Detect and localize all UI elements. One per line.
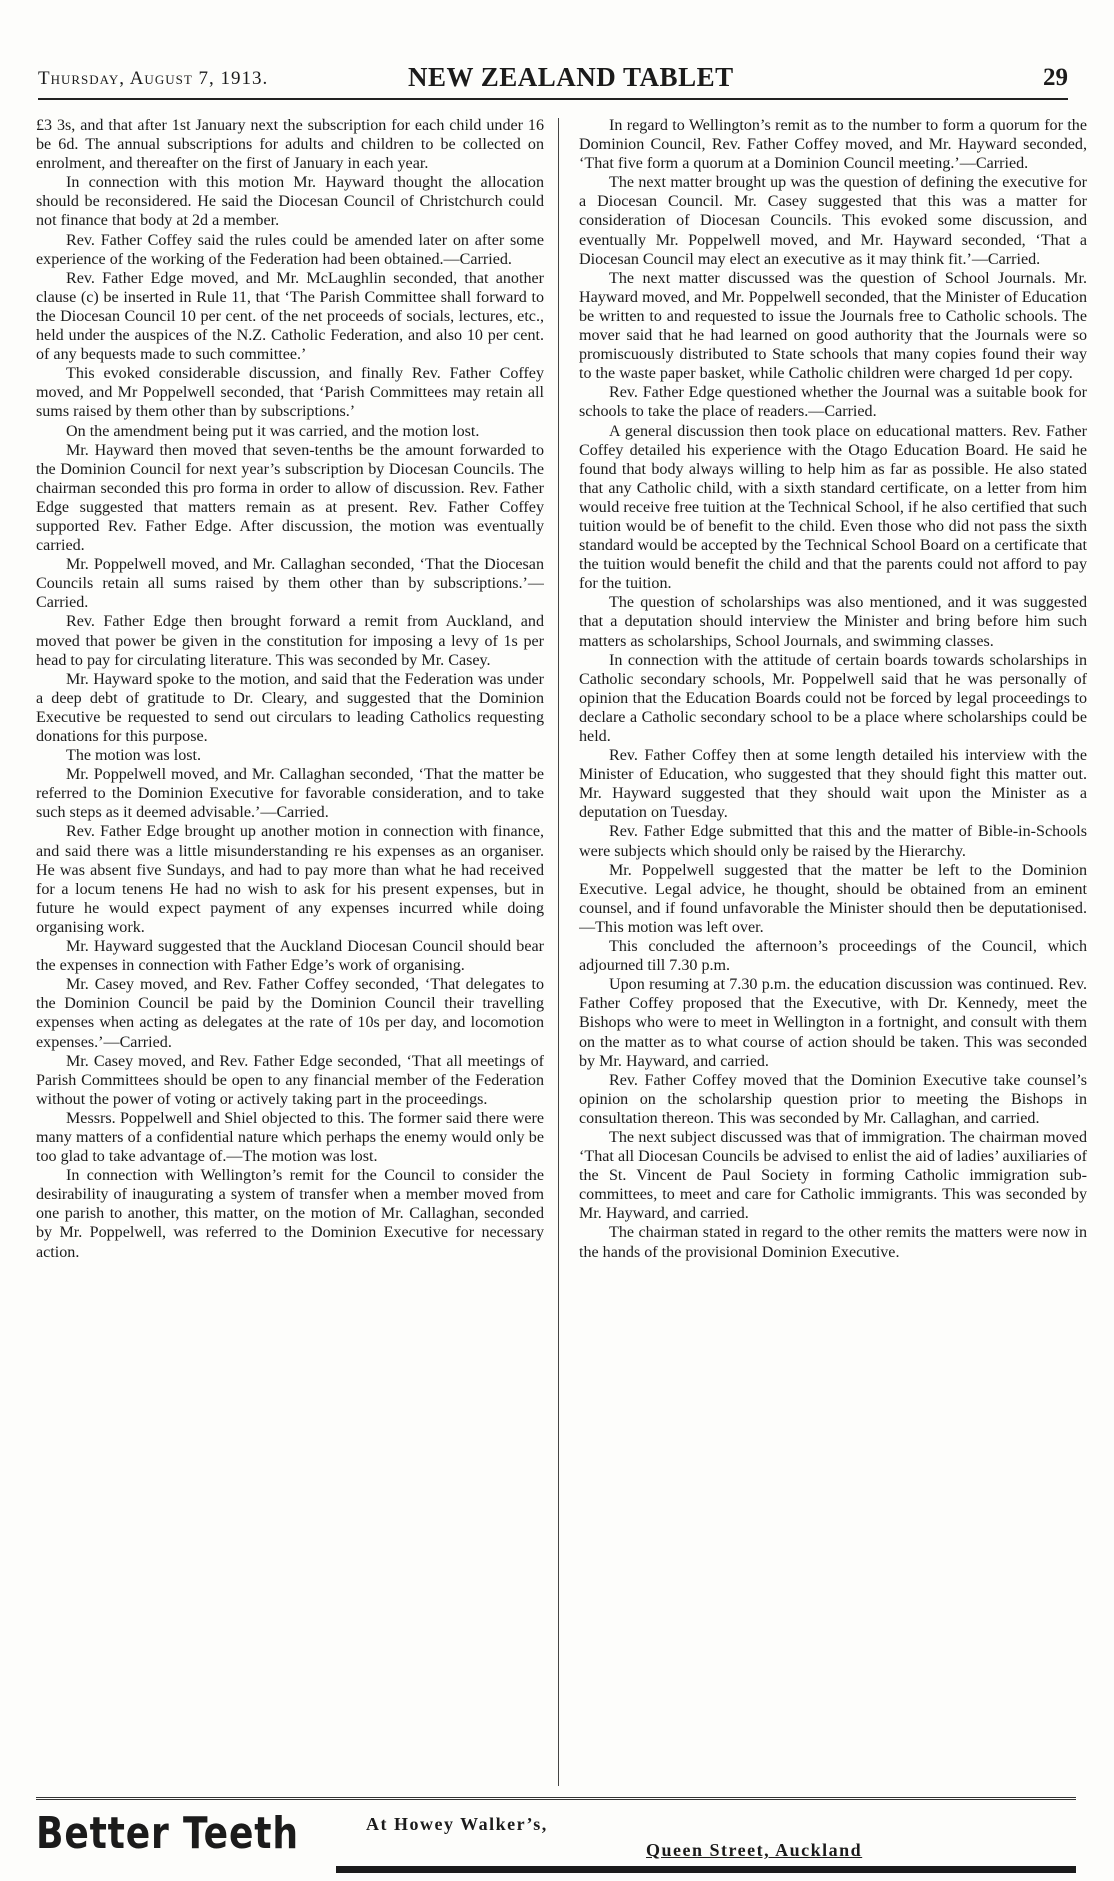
article-paragraph: Mr. Poppelwell moved, and Mr. Callaghan seconded, ‘That the matter be referred to the Dominion Executive for favorable consideration, and to take such steps as it deemed advisable.’—Carried. [36, 766, 544, 822]
ad-bar [336, 1866, 1076, 1873]
article-paragraph: Rev. Father Edge submitted that this and the matter of Bible-in-Schools were subjects which should only be raised by the Hierarchy. [579, 823, 1087, 860]
article-paragraph: This concluded the afternoon’s proceedings of the Council, which adjourned till 7.30 p.m. [579, 938, 1087, 975]
page-header [38, 62, 1068, 102]
publication-title: NEW ZEALAND TABLET [408, 62, 734, 92]
article-paragraph: Rev. Father Edge then brought forward a remit from Auckland, and moved that power be given in the constitution for imposing a levy of 1s per head to pay for circulating literature. This was seconded by Mr. Casey. [36, 613, 544, 669]
left-column [36, 116, 544, 1784]
right-column [579, 116, 1087, 1784]
article-paragraph: In connection with the attitude of certain boards towards scholarships in Catholic secondary schools, Mr. Poppelwell said that he was personally of opinion that the Education Boards could not be forced by legal proceedings to declare a Catholic secondary school to be a place where scholarships could be held. [579, 651, 1087, 745]
article-paragraph: A general discussion then took place on educational matters. Rev. Father Coffey detailed his experience with the Otago Education Board. He said he found that body always willing to help him as far as possible. He also stated that any Catholic child, with a sixth standard certificate, on a letter from him would receive free tuition at the Technical School, if he also certified that such tuition would be of benefit to the child. Even those who did not pass the sixth standard would be accepted by the Technical School Board on a certificate that the tuition would benefit the child and that the parents could not afford to pay for the tuition. [579, 422, 1087, 593]
article-paragraph: Rev. Father Coffey said the rules could be amended later on after some experience of the working of the Federation had been obtained.—Carried. [36, 231, 544, 268]
article-paragraph: The motion was lost. [66, 747, 201, 765]
ad-address: Queen Street, Auckland [646, 1840, 863, 1860]
article-paragraph: Rev. Father Coffey then at some length detailed his interview with the Minister of Education, who suggested that they should fight this matter out. Mr. Hayward suggested that they should wait upon the Minister as a deputation on Tuesday. [579, 747, 1087, 822]
ad-headline: Better Teeth [36, 1808, 299, 1859]
article-paragraph: Mr. Hayward suggested that the Auckland Diocesan Council should bear the expenses in connection with Father Edge’s work of organising. [36, 938, 544, 975]
article-paragraph: Upon resuming at 7.30 p.m. the education discussion was continued. Rev. Father Coffey proposed that the Executive, with Dr. Kennedy, meet the Bishops who were to meet in Wellington in a fortnight, and consult with them on the matter as to what course of action should be taken. This was seconded by Mr. Hayward, and carried. [579, 976, 1087, 1070]
article-paragraph: Rev. Father Edge questioned whether the Journal was a suitable book for schools to take the place of readers.—Carried. [579, 384, 1087, 421]
article-paragraph: Mr. Hayward spoke to the motion, and said that the Federation was under a deep debt of gratitude to Dr. Cleary, and suggested that the Dominion Executive be requested to send out circulars to leading Catholics requesting donations for this purpose. [36, 670, 544, 745]
issue-date: Thursday, August 7, 1913. [38, 68, 269, 89]
article-paragraph: In regard to Wellington’s remit as to the number to form a quorum for the Dominion Council, Rev. Father Coffey moved, and Mr. Hayward seconded, ‘That five form a quorum at a Dominion Council meeting.’—Carried. [579, 117, 1087, 173]
article-paragraph: The next subject discussed was that of immigration. The chairman moved ‘That all Diocesan Councils be advised to enlist the aid of ladies’ auxiliaries of the St. Vincent de Paul Society in forming Catholic immigration sub-committees, to meet and care for Catholic immigrants. This was seconded by Mr. Hayward, and carried. [579, 1128, 1087, 1223]
article-paragraph: Rev. Father Edge brought up another motion in connection with finance, and said there was a little misunderstanding re his expenses as an organiser. He was absent five Sundays, and had to pay more than what he had received for a locum tenens He had no wish to ask for his present expenses, but in future he would expect payment of any expenses incurred while doing organising work. [36, 823, 544, 936]
article-paragraph: Mr. Casey moved, and Rev. Father Edge seconded, ‘That all meetings of Parish Committees should be open to any financial member of the Federation without the power of voting or actively taking part in the proceedings. [36, 1052, 544, 1108]
article-paragraph: In connection with Wellington’s remit for the Council to consider the desirability of inaugurating a system of transfer when a member moved from one parish to another, this matter, on the motion of Mr. Callaghan, seconded by Mr. Poppelwell, was referred to the Dominion Executive for necessary action. [36, 1167, 544, 1261]
article-paragraph: The question of scholarships was also mentioned, and it was suggested that a deputation should interview the Minister and bring before him such matters as scholarships, School Journals, and swimming classes. [579, 594, 1087, 650]
article-paragraph: Rev. Father Coffey moved that the Dominion Executive take counsel’s opinion on the scholarship question prior to meeting the Bishops in consultation thereon. This was seconded by Mr. Callaghan, and carried. [579, 1071, 1087, 1127]
article-paragraph: In connection with this motion Mr. Hayward thought the allocation should be reconsidered. He said the Diocesan Council of Christchurch could not finance that body at 2d a member. [36, 174, 544, 230]
article-paragraph: The next matter discussed was the question of School Journals. Mr. Hayward moved, and Mr. Poppelwell seconded, that the Minister of Education be written to and requested to issue the Journals free to Catholic schools. The mover said that he had learned on good authority that the Journals were so promiscuously distributed to State schools that many copies found their way to the waste paper basket, while Catholic children were charged 1d per copy. [579, 269, 1087, 383]
article-paragraph: Messrs. Poppelwell and Shiel objected to this. The former said there were many matters of a confidential nature which perhaps the enemy would only be too glad to take advantage of.—The motion was lost. [36, 1109, 544, 1166]
article-paragraph: This evoked considerable discussion, and finally Rev. Father Coffey moved, and Mr Poppelwell seconded, that ‘Parish Committees may retain all sums raised by them other than by subscriptions.’ [36, 365, 544, 421]
article-paragraph: Mr. Hayward then moved that seven-tenths be the amount forwarded to the Dominion Council for next year’s subscription by Diocesan Councils. The chairman seconded this pro forma in order to allow of discussion. Rev. Father Edge suggested that matters remain as at present. Rev. Father Coffey supported Rev. Father Edge. After discussion, the motion was eventually carried. [36, 441, 544, 555]
article-paragraph: The chairman stated in regard to the other remits the matters were now in the hands of the provisional Dominion Executive. [579, 1224, 1087, 1261]
article-paragraph: On the amendment being put it was carried, and the motion lost. [66, 422, 480, 440]
column-divider [558, 118, 559, 1786]
page-number: 29 [1043, 64, 1068, 91]
article-paragraph: £3 3s, and that after 1st January next the subscription for each child under 16 be 6d. The annual subscriptions for adults and children to be collected on enrolment, and thereafter on the first of January in each year. [36, 117, 544, 173]
article-paragraph: Rev. Father Edge moved, and Mr. McLaughlin seconded, that another clause (c) be inserted in Rule 11, that ‘The Parish Committee shall forward to the Diocesan Council 10 per cent. of the net proceeds of socials, lectures, etc., held under the auspices of the N.Z. Catholic Federation, and also 10 per cent. of any bequests made to such committee.’ [36, 269, 544, 364]
article-paragraph: The next matter brought up was the question of defining the executive for a Diocesan Council. Mr. Casey suggested that this was a matter for consideration of Diocesan Councils. This evoked some discussion, and eventually Mr. Poppelwell moved, and Mr. Hayward seconded, ‘That a Diocesan Council may elect an executive as it may think fit.’—Carried. [579, 174, 1087, 268]
header-rule [38, 98, 1068, 100]
article-paragraph: Mr. Poppelwell suggested that the matter be left to the Dominion Executive. Legal advice, he thought, should be obtained from an eminent counsel, and if found unfavorable the Minister should then be deputationised.—This motion was left over. [579, 861, 1087, 936]
article-paragraph: Mr. Casey moved, and Rev. Father Coffey seconded, ‘That delegates to the Dominion Council be paid by the Dominion Council their travelling expenses when acting as delegates at the rate of 10s per day, and locomotion expenses.’—Carried. [36, 976, 544, 1051]
article-paragraph: Mr. Poppelwell moved, and Mr. Callaghan seconded, ‘That the Diocesan Councils retain all sums raised by them other than by subscriptions.’—Carried. [36, 556, 544, 612]
ad-subline: At Howey Walker’s, [366, 1814, 548, 1834]
footer-rule [36, 1797, 1076, 1800]
advertisement [36, 1808, 1076, 1872]
